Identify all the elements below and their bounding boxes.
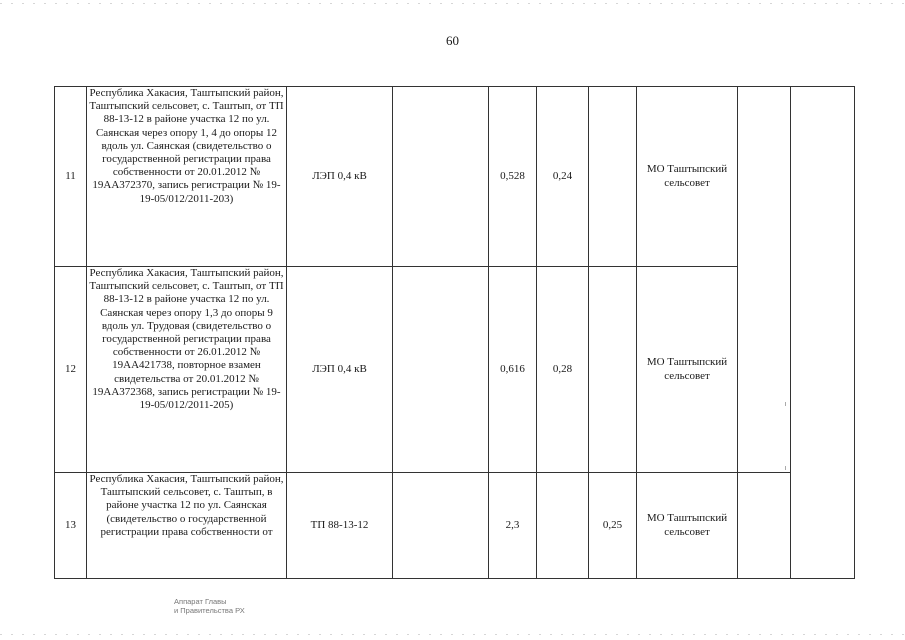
table-row [55,267,855,473]
cell-value: 0,28 [537,267,589,473]
cell-col9 [738,473,791,579]
footer-stamp-line2: и Правительства РХ [174,606,245,615]
object-name: ТП 88-13-12 [287,473,393,579]
cell-col4 [393,87,489,267]
cell-col7: 0,25 [589,473,637,579]
page-number: 60 [446,33,459,48]
cell-col10 [791,87,855,579]
row-number: 11 [55,87,87,267]
table-row [55,87,855,267]
property-registry-table [54,86,855,579]
cell-value: 0,24 [537,87,589,267]
owner: МО Таштыпский сельсовет [637,267,738,473]
row-number: 12 [55,267,87,473]
object-name: ЛЭП 0,4 кВ [287,87,393,267]
table-row [55,473,855,579]
scan-dot [785,402,786,406]
row-number: 13 [55,473,87,579]
cell-col9 [738,87,791,473]
scan-dot [785,466,786,470]
scan-artifact-bottom [0,634,905,635]
object-address: Республика Хакасия, Таштыпский район, Таштыпский сельсовет, с. Таштып, от ТП 88-13-12 в районе участка 12 по ул. Саянская через опору 1,3 до опоры 9 вдоль ул. Трудовая (свидетельство о государственной регистрации права собственности от 26.01.2012 № 19АА421738, повторное взамен свидетельства от 20.01.2012 № 19АА372368, запись регистрации № 19-19-05/012/2011-205) [87,267,287,473]
cell-col4 [393,267,489,473]
object-address: Республика Хакасия, Таштыпский район, Таштыпский сельсовет, с. Таштып, в районе участка 12 по ул. Саянская (свидетельство о государственной регистрации права собственности от [87,473,287,579]
owner: МО Таштыпский сельсовет [637,87,738,267]
scan-artifact-top [0,3,905,4]
cell-col7 [589,87,637,267]
footer-stamp-line1: Аппарат Главы [174,597,227,606]
cell-value [537,473,589,579]
object-address: Республика Хакасия, Таштыпский район, Таштыпский сельсовет, с. Таштып, от ТП 88-13-12 в районе участка 12 по ул. Саянская через опору 1, 4 до опоры 12 вдоль ул. Саянская (свидетельство о государственной регистрации права собственности от 20.01.2012 № 19АА372370, запись регистрации № 19-19-05/012/2011-203) [87,87,287,267]
cell-length: 0,528 [489,87,537,267]
footer-stamp [174,597,245,615]
cell-length: 2,3 [489,473,537,579]
cell-col7 [589,267,637,473]
cell-length: 0,616 [489,267,537,473]
object-name: ЛЭП 0,4 кВ [287,267,393,473]
owner: МО Таштыпский сельсовет [637,473,738,579]
cell-col4 [393,473,489,579]
